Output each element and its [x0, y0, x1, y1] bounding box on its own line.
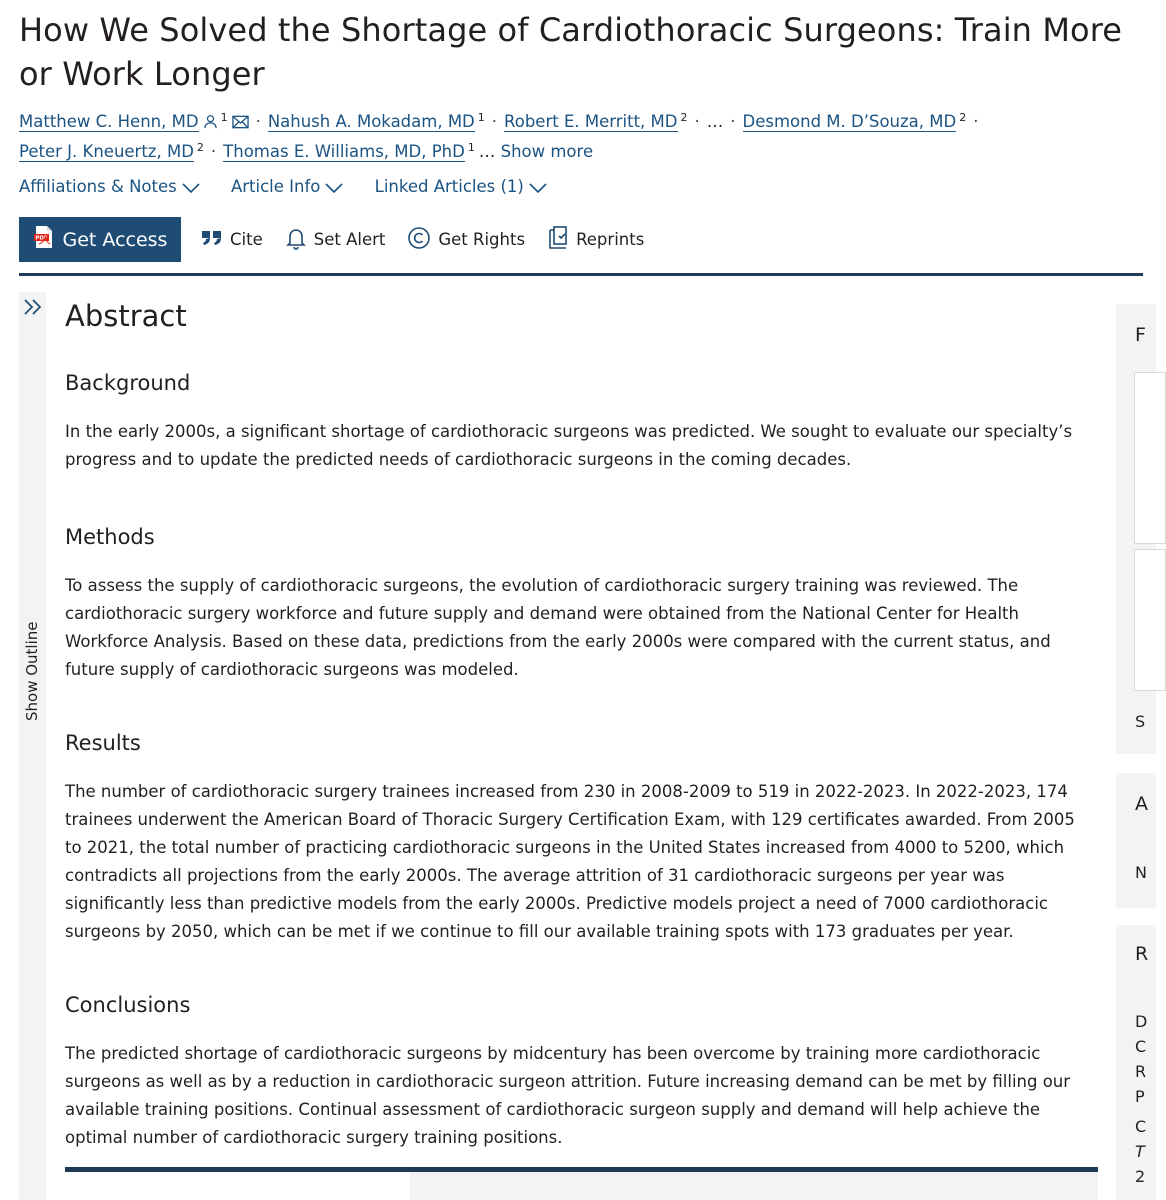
author-affiliation-sup: 2	[196, 141, 204, 154]
author-link[interactable]: Matthew C. Henn, MD	[19, 112, 199, 131]
separator-dot: ·	[255, 112, 261, 131]
get-rights-button[interactable]	[407, 226, 525, 254]
reprints-label: Reprints	[576, 230, 645, 249]
show-more-authors-link[interactable]: Show more	[500, 142, 594, 161]
authors-ellipsis: …	[706, 112, 724, 131]
chevron-down-icon	[182, 183, 200, 194]
abstract	[65, 296, 1095, 1152]
bell-icon	[285, 226, 307, 254]
set-alert-button[interactable]	[285, 226, 386, 254]
section-heading: Results	[65, 731, 141, 755]
separator-dot: ·	[491, 112, 498, 131]
get-rights-label: Get Rights	[438, 230, 526, 249]
side-panel-2-title: A	[1135, 793, 1148, 815]
section-heading: Background	[65, 371, 191, 395]
author-link[interactable]: Robert E. Merritt, MD	[504, 112, 678, 131]
side-panel-3-line[interactable]: P	[1135, 1087, 1145, 1106]
side-panel-1-link[interactable]: S	[1135, 712, 1146, 731]
get-access-button[interactable]	[19, 217, 181, 262]
article-toolbar	[19, 217, 644, 262]
author-affiliation-sup: 2	[959, 111, 967, 124]
cite-button[interactable]	[201, 229, 263, 251]
side-panel-3-line: C	[1135, 1117, 1147, 1136]
next-section-panel	[410, 1172, 1098, 1200]
chevron-down-icon	[529, 183, 547, 194]
chevron-down-icon	[325, 183, 343, 194]
separator-dot: ·	[694, 112, 700, 131]
outline-rail[interactable]	[19, 292, 46, 1200]
svg-text:PDF: PDF	[34, 235, 48, 242]
author-link[interactable]: Thomas E. Williams, MD, PhD	[223, 142, 465, 161]
side-panel-3	[1116, 925, 1156, 1200]
double-chevron-right-icon[interactable]	[23, 298, 43, 320]
side-panel-1-title: F	[1135, 324, 1146, 346]
author-affiliation-sup: 1	[467, 141, 475, 154]
pdf-icon	[33, 225, 55, 254]
abstract-section-conclusions	[65, 990, 1095, 1152]
article-info-label: Article Info	[230, 177, 321, 196]
section-heading: Conclusions	[65, 993, 191, 1017]
author-list	[19, 108, 1129, 166]
side-panel-3-line[interactable]: R	[1135, 1062, 1147, 1081]
reprints-button[interactable]	[547, 226, 644, 254]
separator-dot: ·	[210, 142, 217, 161]
cite-label: Cite	[230, 230, 263, 249]
author-affiliation-sup: 1	[220, 111, 228, 124]
side-panel-1-box	[1134, 372, 1166, 544]
affiliations-notes-label: Affiliations & Notes	[19, 177, 177, 196]
section-text: To assess the supply of cardiothoracic surgeons, the evolution of cardiothoracic surgery training was reviewed. The cardiothoracic surgery workforce and future supply and demand were obtained from the National Center for Health Workforce Analysis. Based on these data, predictions from the early 2000s were compared with the current status, and future supply of cardiothoracic surgeons was modeled.	[65, 576, 1051, 679]
reprints-icon	[547, 226, 569, 254]
affiliations-notes-toggle[interactable]	[19, 174, 200, 200]
side-panel-2-text: N	[1135, 863, 1147, 882]
abstract-section-background	[65, 368, 1095, 474]
person-icon	[203, 110, 218, 138]
article-info-bar	[19, 174, 573, 200]
author-affiliation-sup: 1	[477, 111, 485, 124]
side-panel-3-line: T	[1135, 1142, 1145, 1161]
side-panel-1-box	[1134, 549, 1166, 691]
side-panel-2	[1116, 773, 1156, 908]
copyright-icon	[407, 226, 431, 254]
abstract-section-results	[65, 728, 1095, 946]
side-panel-3-line: 2	[1135, 1167, 1146, 1186]
authors-ellipsis: …	[478, 142, 496, 161]
linked-articles-label: Linked Articles (1)	[374, 177, 524, 196]
author-link[interactable]: Desmond M. D’Souza, MD	[742, 112, 957, 131]
abstract-heading: Abstract	[65, 299, 187, 333]
separator-dot: ·	[730, 112, 736, 131]
side-panel-3-title: R	[1135, 943, 1149, 965]
author-link[interactable]: Peter J. Kneuertz, MD	[19, 142, 194, 161]
section-text: The predicted shortage of cardiothoracic surgeons by midcentury has been overcome by training more cardiothoracic surgeons as well as by a reduction in cardiothoracic surgeon attrition. Future increasing demand can be met by filling our available training positions. Continual assessment of cardiothoracic surgeon supply and demand will help achieve the optimal number of cardiothoracic surgery training positions.	[65, 1044, 1071, 1147]
abstract-section-methods	[65, 522, 1095, 684]
side-panel-1	[1116, 304, 1156, 754]
section-text: In the early 2000s, a significant shortage of cardiothoracic surgeons was predicted. We sought to evaluate our specialty’s progress and to update the predicted needs of cardiothoracic surgeons in the coming decades.	[65, 422, 1073, 469]
article-title: How We Solved the Shortage of Cardiothoracic Surgeons: Train More or Work Longer	[19, 11, 1123, 93]
separator-dot: ·	[973, 112, 979, 131]
quote-icon	[201, 229, 223, 251]
article-info-toggle[interactable]	[231, 174, 343, 200]
author-link[interactable]: Nahush A. Mokadam, MD	[267, 112, 475, 131]
side-panel-3-line[interactable]: C	[1135, 1037, 1147, 1056]
header-divider	[19, 273, 1143, 276]
section-text: The number of cardiothoracic surgery trainees increased from 230 in 2008-2009 to 519 in 2022-2023. In 2022-2023, 174 trainees underwent the American Board of Thoracic Surgery Certification Exam, with 129 certificates awarded. From 2005 to 2021, the total number of practicing cardiothoracic surgeons in the United States increased from 4000 to 5200, which contradicts all projections from the early 2000s. The average attrition of 31 cardiothoracic surgeons per year was significantly less than predictive models from the early 2000s. Predictive models project a need of 7000 cardiothoracic surgeons by 2050, which can be met if we continue to fill our available training spots with 173 graduates per year.	[65, 782, 1075, 941]
show-outline-label[interactable]: Show Outline	[23, 621, 41, 721]
author-affiliation-sup: 2	[680, 111, 688, 124]
set-alert-label: Set Alert	[313, 230, 386, 249]
get-access-label: Get Access	[62, 228, 168, 251]
linked-articles-toggle[interactable]	[375, 174, 547, 200]
email-icon[interactable]	[232, 110, 249, 138]
section-heading: Methods	[65, 525, 155, 549]
side-panel-3-line[interactable]: D	[1135, 1012, 1148, 1031]
